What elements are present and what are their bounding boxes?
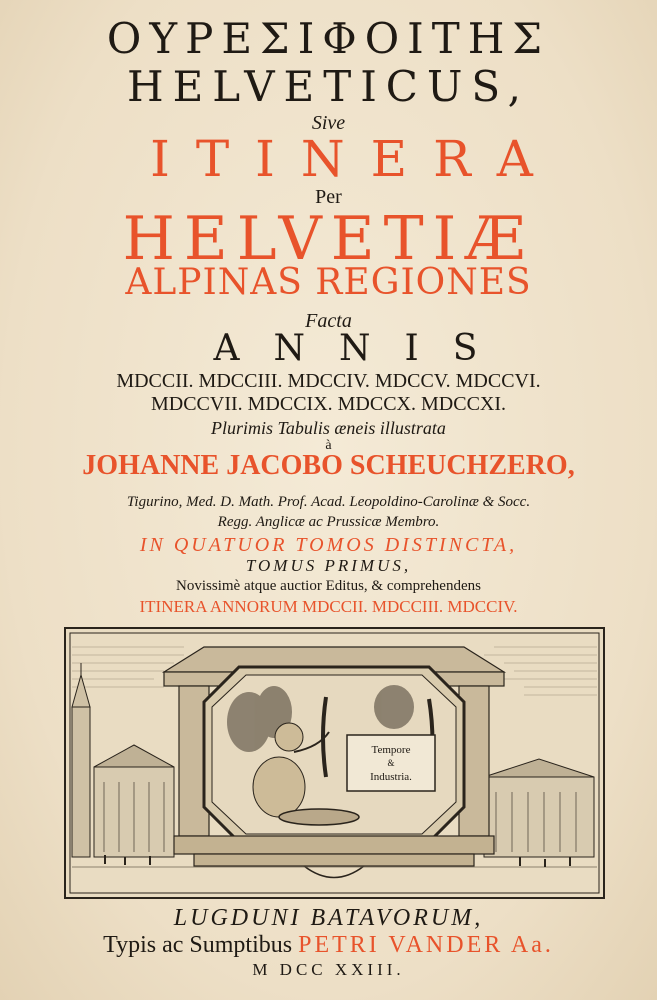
years-line-1: MDCCII. MDCCIII. MDCCIV. MDCCV. MDCCVI. [116, 370, 541, 392]
plaque-line-1: Tempore [371, 744, 411, 756]
publication-date: M DCC XXIII. [252, 960, 405, 979]
sive-line: Sive [311, 112, 346, 134]
imprint-line [0, 932, 657, 959]
greek-title: ΟΥΡΕΣΙΦΟΙΤΗΣ [106, 14, 551, 63]
author-line: JOHANNE JACOBO SCHEUCHZERO, [82, 450, 575, 481]
novissime-line: Novissimè atque auctior Editus, & comprehendens [176, 578, 481, 594]
plaque-line-2: & [387, 758, 395, 768]
facta-line: Facta [305, 310, 352, 332]
tomus-line: TOMUS PRIMUS, [245, 556, 412, 575]
printer-name: PETRI VANDER Aa. [298, 932, 554, 958]
credentials-line-2: Regg. Anglicæ ac Prussicæ Membro. [217, 514, 440, 530]
in-quatuor-line: IN QUATUOR TOMOS DISTINCTA, [139, 534, 518, 556]
helveticus-line: HELVETICUS, [127, 62, 530, 111]
years-line-2: MDCCVII. MDCCIX. MDCCX. MDCCXI. [150, 393, 507, 415]
alpinas-regiones-line: ALPINAS REGIONES [125, 262, 532, 303]
itinera-line: ITINERA [150, 130, 559, 188]
itinera-annorum-line: ITINERA ANNORUM MDCCII. MDCCIII. MDCCIV. [139, 597, 518, 616]
annis-line: ANNIS [213, 328, 512, 369]
engraving-illustration [64, 627, 605, 899]
credentials-line-1: Tigurino, Med. D. Math. Prof. Acad. Leopoldino-Carolinæ & Socc. [126, 494, 531, 510]
typis-text: Typis ac Sumptibus [103, 932, 293, 958]
a-line: à [325, 438, 332, 453]
plaque-line-3: Industria. [370, 771, 412, 783]
lugduni-line: LUGDUNI BATAVORUM, [173, 905, 484, 931]
plurimis-line: Plurimis Tabulis æneis illustrata [211, 418, 446, 438]
per-line: Per [315, 186, 342, 208]
helvetiae-line: HELVETIÆ [122, 204, 535, 274]
